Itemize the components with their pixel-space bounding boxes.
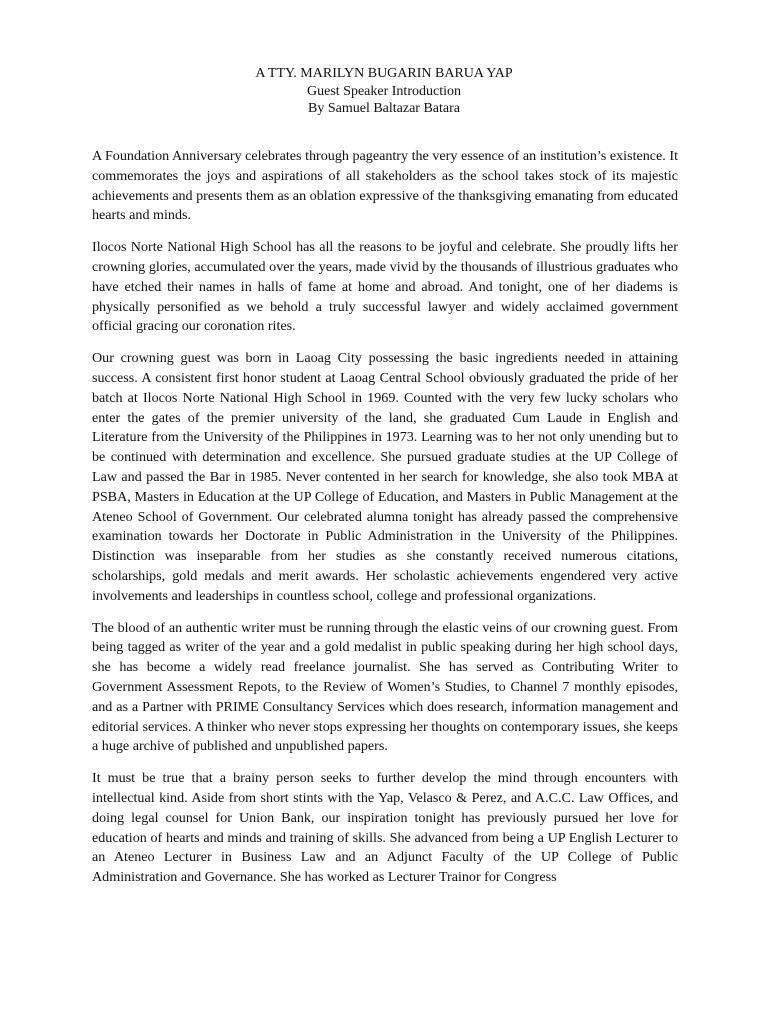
- document-body: [92, 147, 678, 900]
- paragraph-education: Our crowning guest was born in Laoag City possessing the basic ingredients needed in attaining success. A consistent first honor student at Laoag Central School obviously graduated the pride of her batch at Ilocos Norte National High School in 1969. Counted with the very few lucky scholars who enter the gates of the premier university of the land, she graduated Cum Laude in English and Literature from the University of the Philippines in 1973. Learning was to her not only unending but to be continued with determination and excellence. She pursued graduate studies at the UP College of Law and passed the Bar in 1985. Never contented in her search for knowledge, she also took MBA at PSBA, Masters in Education at the UP College of Education, and Masters in Public Management at the Ateneo School of Government. Our celebrated alumna tonight has already passed the comprehensive examination towards her Doctorate in Public Administration in the University of the Philippines. Distinction was inseparable from her studies as she constantly received numerous citations, scholarships, gold medals and merit awards. Her scholastic achievements engendered very active involvements and leaderships in countless school, college and professional organizations.: [92, 350, 678, 604]
- document-header: [0, 65, 768, 118]
- paragraph-inhs: Ilocos Norte National High School has all the reasons to be joyful and celebrate. She proudly lifts her crowning glories, accumulated over the years, made vivid by the thousands of illustrious graduates who have etched their names in halls of fame at home and abroad. And tonight, one of her diadems is physically personified as we behold a truly successful lawyer and widely acclaimed government official gracing our coronation rites.: [92, 239, 678, 335]
- paragraph-career: It must be true that a brainy person seeks to further develop the mind through encounters with intellectual kind. Aside from short stints with the Yap, Velasco & Perez, and A.C.C. Law Offices, and doing legal counsel for Union Bank, our inspiration tonight has previously pursued her love for education of hearts and minds and training of skills. She advanced from being a UP English Lecturer to an Ateneo Lecturer in Business Law and an Adjunct Faculty of the UP College of Public Administration and Governance. She has worked as Lecturer Trainor for Congress: [92, 770, 678, 886]
- paragraph-foundation: A Foundation Anniversary celebrates through pageantry the very essence of an institution’s existence. It commemorates the joys and aspirations of all stakeholders as the school takes stock of its majestic achievements and presents them as an oblation expressive of the thanksgiving emanating from educated hearts and minds.: [92, 148, 678, 224]
- document-byline: By Samuel Baltazar Batara: [308, 101, 460, 116]
- document-subtitle: Guest Speaker Introduction: [307, 83, 461, 99]
- document-title: A TTY. MARILYN BUGARIN BARUA YAP: [255, 66, 513, 81]
- paragraph-writer: The blood of an authentic writer must be running through the elastic veins of our crowning guest. From being tagged as writer of the year and a gold medalist in public speaking during her high school days, she has become a widely read freelance journalist. She has served as Contributing Writer to Government Assessment Repots, to the Review of Women’s Studies, to Channel 7 monthly episodes, and as a Partner with PRIME Consultancy Services which does research, information management and editorial services. A thinker who never stops expressing her thoughts on contemporary issues, she keeps a huge archive of published and unpublished papers.: [92, 619, 678, 755]
